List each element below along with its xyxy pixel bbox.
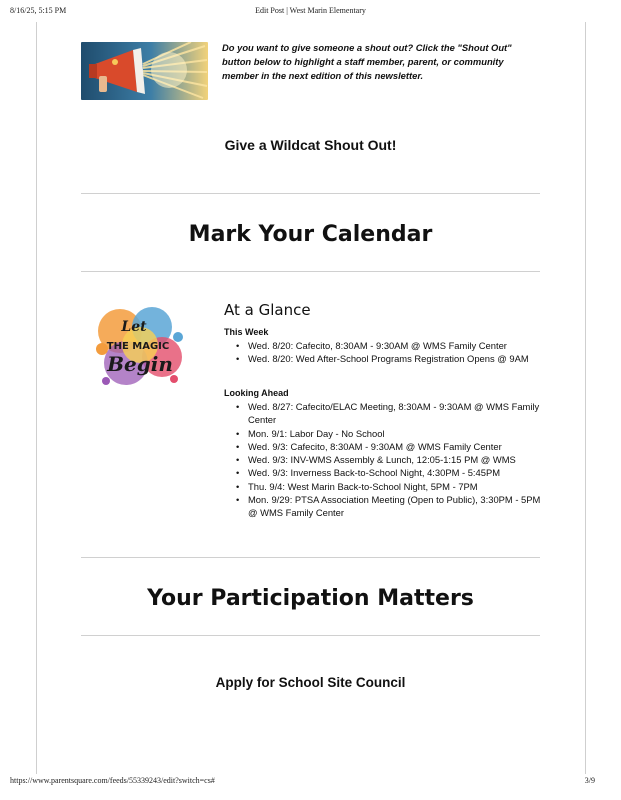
paint-splash-icon	[90, 301, 188, 393]
divider	[81, 557, 540, 558]
looking-ahead-list	[236, 400, 546, 520]
print-date: 8/16/25, 5:15 PM	[10, 6, 67, 15]
magic-image-words-the-magic: THE MAGIC	[106, 341, 170, 352]
print-page-title: Edit Post | West Marin Elementary	[255, 6, 366, 15]
mark-calendar-heading: Mark Your Calendar	[188, 222, 433, 247]
print-page-number: 3/9	[584, 776, 595, 785]
newsletter-content	[36, 22, 585, 774]
list-item: • Wed. 9/3: Inverness Back-to-School Night, 4:30PM - 5:45PM	[236, 466, 546, 479]
list-item: • Mon. 9/1: Labor Day - No School	[236, 427, 546, 440]
at-a-glance	[224, 301, 554, 519]
list-item: • Thu. 9/4: West Marin Back-to-School Night, 5PM - 7PM	[236, 480, 546, 493]
megaphone-icon	[81, 42, 208, 100]
divider	[81, 193, 540, 194]
list-item: • Wed. 8/27: Cafecito/ELAC Meeting, 8:30AM - 9:30AM @ WMS Family Center	[236, 400, 546, 427]
magic-image-word-begin: Begin	[107, 352, 173, 376]
right-border	[585, 22, 586, 774]
at-a-glance-heading: At a Glance	[224, 301, 311, 319]
divider	[81, 635, 540, 636]
looking-ahead-label: Looking Ahead	[224, 388, 289, 398]
apply-site-council-button[interactable]: Apply for School Site Council	[215, 675, 406, 690]
list-item: • Wed. 8/20: Cafecito, 8:30AM - 9:30AM @ WMS Family Center	[236, 339, 529, 352]
magic-image-word-let: Let	[121, 319, 147, 335]
print-url: https://www.parentsquare.com/feeds/55339243/edit?switch=cs#	[10, 776, 215, 785]
participation-heading: Your Participation Matters	[147, 586, 474, 611]
shout-out-intro	[81, 42, 541, 102]
this-week-label: This Week	[224, 327, 269, 337]
this-week-list	[236, 339, 529, 366]
list-item: • Wed. 9/3: Cafecito, 8:30AM - 9:30AM @ WMS Family Center	[236, 440, 546, 453]
divider	[81, 271, 540, 272]
shout-out-description: Do you want to give someone a shout out? Click the "Shout Out" button below to highlight a staff member, parent, or community member in the next edition of this newsletter.	[222, 42, 512, 81]
shout-out-button[interactable]: Give a Wildcat Shout Out!	[224, 137, 397, 153]
megaphone-image	[81, 42, 208, 100]
print-footer	[0, 776, 621, 790]
print-header	[0, 6, 621, 20]
list-item: • Wed. 8/20: Wed After-School Programs Registration Opens @ 9AM	[236, 352, 529, 365]
let-the-magic-begin-image	[90, 301, 188, 393]
list-item: • Wed. 9/3: INV-WMS Assembly & Lunch, 12:05-1:15 PM @ WMS	[236, 453, 546, 466]
list-item: • Mon. 9/29: PTSA Association Meeting (Open to Public), 3:30PM - 5PM @ WMS Family Center	[236, 493, 546, 520]
